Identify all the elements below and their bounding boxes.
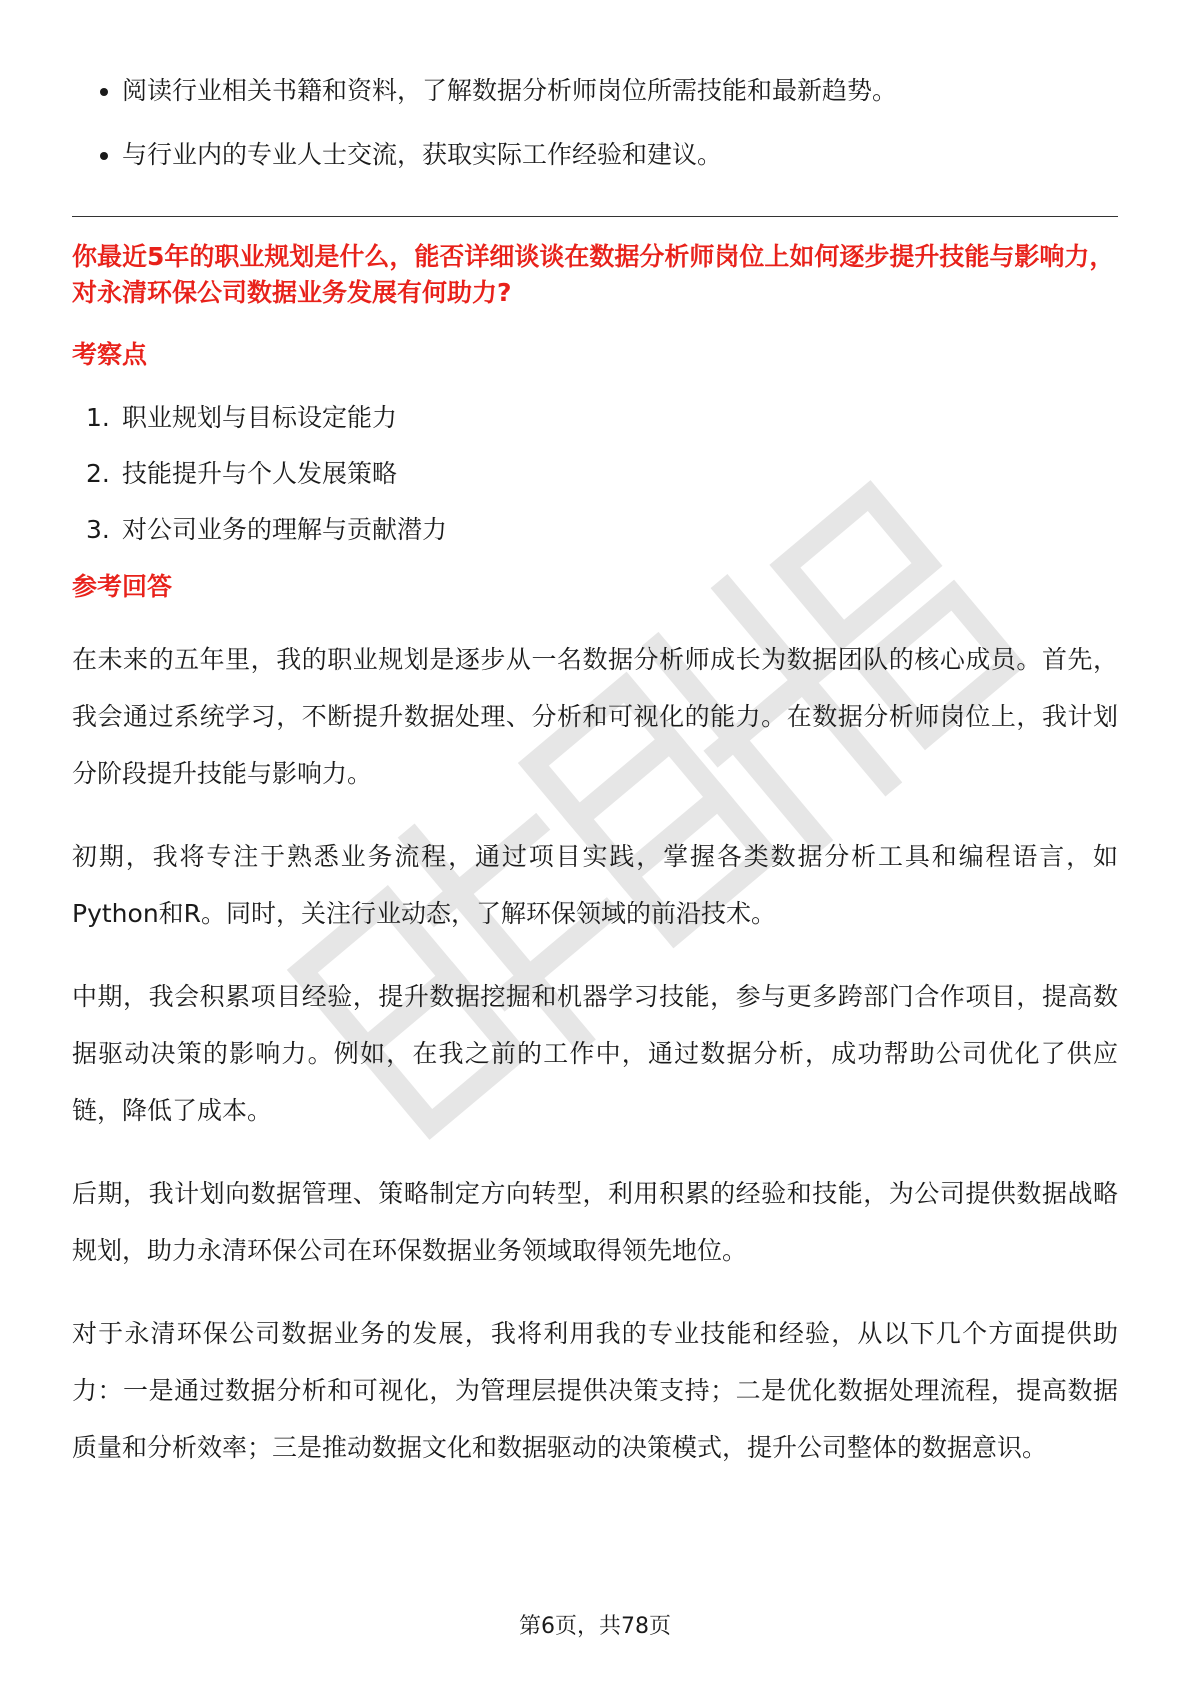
bullet-item: 阅读行业相关书籍和资料，了解数据分析师岗位所需技能和最新趋势。 <box>72 72 1118 110</box>
answer-paragraph: 在未来的五年里，我的职业规划是逐步从一名数据分析师成长为数据团队的核心成员。首先，我会通过系统学习，不断提升数据处理、分析和可视化的能力。在数据分析师岗位上，我计划分阶段提升技能与影响力。 <box>72 645 1118 788</box>
assessment-point <box>72 399 1118 437</box>
point-number: 3. <box>86 515 110 544</box>
page-number: 第6页，共78页 <box>519 1614 671 1639</box>
assessment-heading: 考察点 <box>72 340 148 369</box>
point-text: 职业规划与目标设定能力 <box>122 403 398 432</box>
point-number: 2. <box>86 459 110 488</box>
assessment-points <box>72 399 1118 549</box>
section-divider <box>72 216 1118 217</box>
answer-body <box>72 631 1118 1476</box>
bullet-item: 与行业内的专业人士交流，获取实际工作经验和建议。 <box>72 136 1118 174</box>
question-title: 你最近5年的职业规划是什么，能否详细谈谈在数据分析师岗位上如何逐步提升技能与影响力，对永清环保公司数据业务发展有何助力? <box>72 242 1115 307</box>
assessment-point <box>72 511 1118 549</box>
answer-heading: 参考回答 <box>72 572 173 601</box>
point-text: 技能提升与个人发展策略 <box>122 459 398 488</box>
bullet-list <box>72 72 1118 174</box>
answer-paragraph: 初期，我将专注于熟悉业务流程，通过项目实践，掌握各类数据分析工具和编程语言，如Python和R。同时，关注行业动态，了解环保领域的前沿技术。 <box>72 842 1118 928</box>
answer-paragraph: 对于永清环保公司数据业务的发展，我将利用我的专业技能和经验，从以下几个方面提供助力：一是通过数据分析和可视化，为管理层提供决策支持；二是优化数据处理流程，提高数据质量和分析效率；三是推动数据文化和数据驱动的决策模式，提升公司整体的数据意识。 <box>72 1319 1118 1462</box>
point-number: 1. <box>86 403 110 432</box>
answer-paragraph: 后期，我计划向数据管理、策略制定方向转型，利用积累的经验和技能，为公司提供数据战略规划，助力永清环保公司在环保数据业务领域取得领先地位。 <box>72 1179 1118 1265</box>
point-text: 对公司业务的理解与贡献潜力 <box>122 515 448 544</box>
assessment-point <box>72 455 1118 493</box>
page-content <box>72 72 1118 1501</box>
answer-paragraph: 中期，我会积累项目经验，提升数据挖掘和机器学习技能，参与更多跨部门合作项目，提高数据驱动决策的影响力。例如，在我之前的工作中，通过数据分析，成功帮助公司优化了供应链，降低了成本。 <box>72 982 1118 1125</box>
